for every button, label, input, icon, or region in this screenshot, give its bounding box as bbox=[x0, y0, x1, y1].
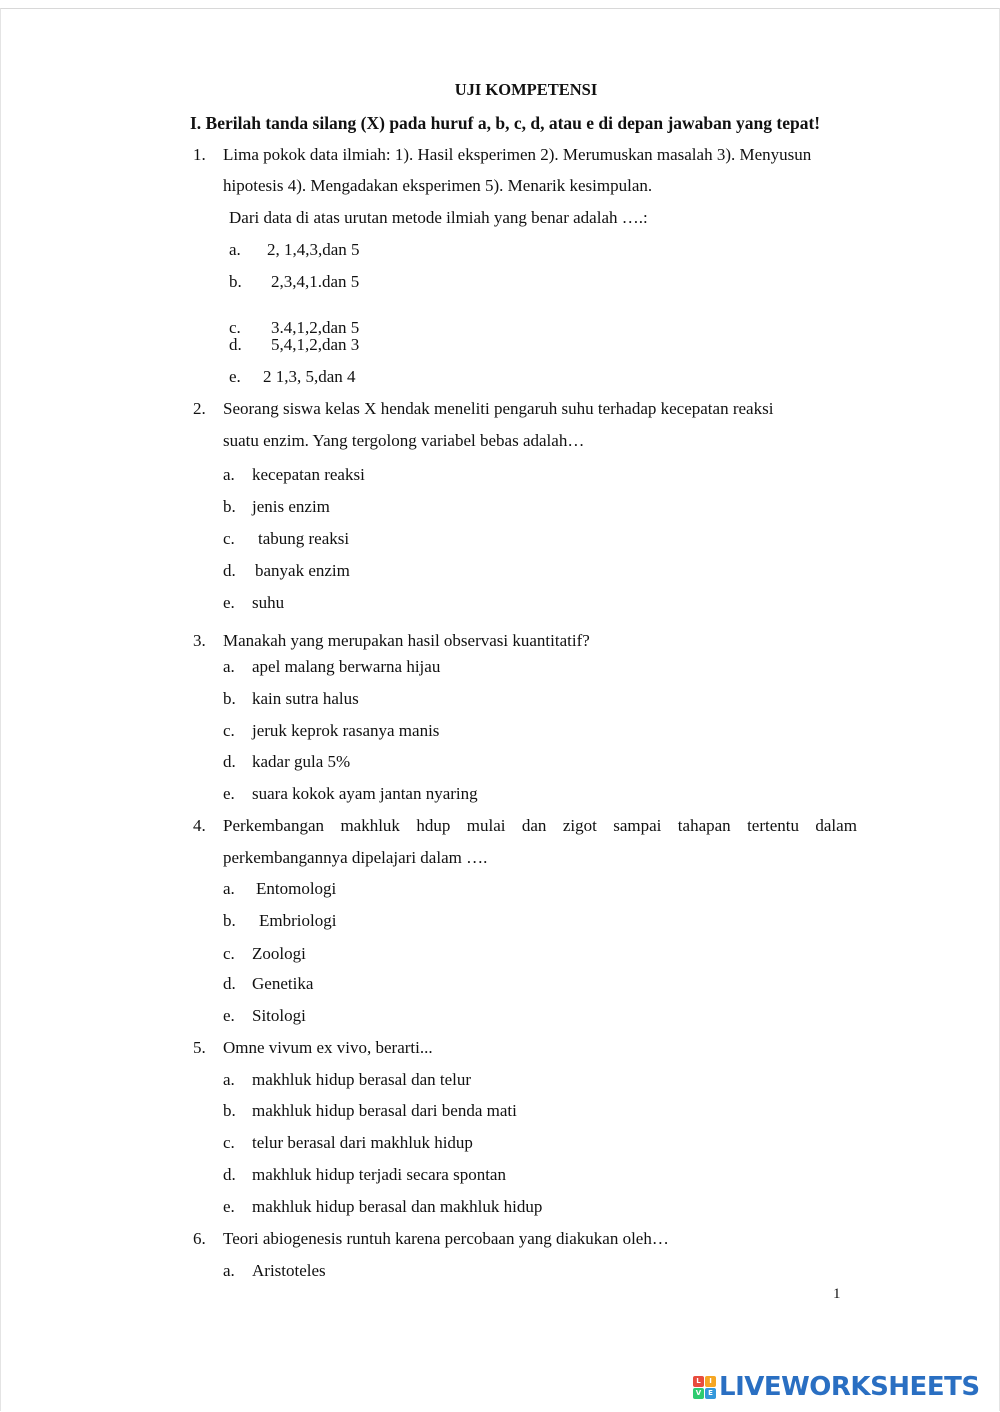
option-text: telur berasal dari makhluk hidup bbox=[252, 1133, 473, 1152]
option-text: jenis enzim bbox=[252, 497, 330, 516]
option-letter: b. bbox=[223, 689, 236, 708]
word: makhluk bbox=[340, 816, 400, 835]
question-text: Dari data di atas urutan metode ilmiah yang benar adalah ….: bbox=[229, 208, 648, 227]
liveworksheets-logo bbox=[693, 1372, 980, 1402]
logo-mark-letter: E bbox=[705, 1388, 716, 1399]
instruction: I. Berilah tanda silang (X) pada huruf a, b, c, d, atau e di depan jawaban yang tepat! bbox=[190, 113, 821, 133]
option-text: makhluk hidup berasal dan telur bbox=[252, 1070, 472, 1089]
option-text: Embriologi bbox=[259, 911, 337, 930]
word: hdup bbox=[416, 816, 451, 835]
option-text: Zoologi bbox=[252, 944, 306, 963]
option-text: kecepatan reaksi bbox=[252, 465, 365, 484]
option-text: 2,3,4,1.dan 5 bbox=[271, 272, 360, 291]
option-letter: d. bbox=[223, 561, 236, 580]
word: dalam bbox=[815, 816, 857, 835]
logo-mark-icon bbox=[693, 1376, 716, 1399]
option-letter: a. bbox=[223, 465, 235, 484]
word: tahapan bbox=[677, 816, 731, 835]
option-letter: b. bbox=[223, 497, 236, 516]
option-letter: a. bbox=[223, 657, 235, 676]
option-letter: e. bbox=[229, 367, 241, 386]
option-letter: d. bbox=[223, 752, 236, 771]
option-letter: d. bbox=[223, 1165, 236, 1184]
option-text: kain sutra halus bbox=[252, 689, 359, 708]
question-text: suatu enzim. Yang tergolong variabel bebas adalah… bbox=[223, 431, 585, 450]
option-text: 5,4,1,2,dan 3 bbox=[271, 335, 360, 354]
option-letter: b. bbox=[223, 911, 236, 930]
logo-text: LIVEWORKSHEETS bbox=[719, 1372, 980, 1402]
option-letter: e. bbox=[223, 1197, 235, 1216]
option-text: jeruk keprok rasanya manis bbox=[252, 721, 440, 740]
word: dan bbox=[521, 816, 547, 835]
option-text: suara kokok ayam jantan nyaring bbox=[252, 784, 478, 803]
question-number: 2. bbox=[193, 399, 206, 418]
option-text: 2, 1,4,3,dan 5 bbox=[267, 240, 360, 259]
option-letter: e. bbox=[223, 593, 235, 612]
question-text-justified bbox=[223, 816, 857, 836]
word: tertentu bbox=[747, 816, 799, 835]
option-letter: c. bbox=[223, 529, 235, 548]
word: zigot bbox=[562, 816, 597, 835]
logo-mark-letter: V bbox=[693, 1388, 704, 1399]
option-text: tabung reaksi bbox=[258, 529, 350, 548]
question-text: Omne vivum ex vivo, berarti... bbox=[223, 1038, 433, 1057]
word: mulai bbox=[466, 816, 506, 835]
question-number: 4. bbox=[193, 816, 206, 835]
option-letter: c. bbox=[223, 1133, 235, 1152]
question-text: Teori abiogenesis runtuh karena percobaan yang diakukan oleh… bbox=[223, 1229, 669, 1248]
option-letter: c. bbox=[223, 944, 235, 963]
logo-mark-letter: I bbox=[705, 1376, 716, 1387]
option-text: suhu bbox=[252, 593, 285, 612]
option-letter: a. bbox=[223, 1070, 235, 1089]
option-letter: e. bbox=[223, 1006, 235, 1025]
logo-mark-letter: L bbox=[693, 1376, 704, 1387]
option-text: Aristoteles bbox=[252, 1261, 326, 1280]
option-text: makhluk hidup berasal dari benda mati bbox=[252, 1101, 517, 1120]
option-letter: d. bbox=[223, 974, 236, 993]
option-letter: a. bbox=[229, 240, 241, 259]
question-text: perkembangannya dipelajari dalam …. bbox=[223, 848, 488, 867]
question-number: 3. bbox=[193, 631, 206, 650]
question-text: hipotesis 4). Mengadakan eksperimen 5). Menarik kesimpulan. bbox=[223, 176, 653, 195]
option-letter: c. bbox=[229, 318, 241, 337]
option-text: Entomologi bbox=[256, 879, 337, 898]
option-text: makhluk hidup terjadi secara spontan bbox=[252, 1165, 506, 1184]
page-number: 1 bbox=[833, 1286, 841, 1302]
option-text: 2 1,3, 5,dan 4 bbox=[263, 367, 356, 386]
option-text: Genetika bbox=[252, 974, 314, 993]
option-text: banyak enzim bbox=[255, 561, 350, 580]
question-text: Seorang siswa kelas X hendak meneliti pengaruh suhu terhadap kecepatan reaksi bbox=[223, 399, 774, 418]
word: sampai bbox=[613, 816, 662, 835]
option-letter: d. bbox=[229, 335, 242, 354]
option-letter: c. bbox=[223, 721, 235, 740]
question-text: Manakah yang merupakan hasil observasi kuantitatif? bbox=[223, 631, 590, 650]
page-title: UJI KOMPETENSI bbox=[454, 80, 598, 99]
option-letter: b. bbox=[223, 1101, 236, 1120]
option-text: Sitologi bbox=[252, 1006, 306, 1025]
word: Perkembangan bbox=[223, 816, 325, 835]
option-text: kadar gula 5% bbox=[252, 752, 351, 771]
option-text: 3.4,1,2,dan 5 bbox=[271, 318, 360, 337]
option-letter: a. bbox=[223, 1261, 235, 1280]
option-letter: a. bbox=[223, 879, 235, 898]
option-letter: b. bbox=[229, 272, 242, 291]
question-number: 5. bbox=[193, 1038, 206, 1057]
question-text: Lima pokok data ilmiah: 1). Hasil eksperimen 2). Merumuskan masalah 3). Menyusun bbox=[223, 145, 812, 164]
option-text: makhluk hidup berasal dan makhluk hidup bbox=[252, 1197, 543, 1216]
option-letter: e. bbox=[223, 784, 235, 803]
option-text: apel malang berwarna hijau bbox=[252, 657, 441, 676]
question-number: 1. bbox=[193, 145, 206, 164]
question-number: 6. bbox=[193, 1229, 206, 1248]
